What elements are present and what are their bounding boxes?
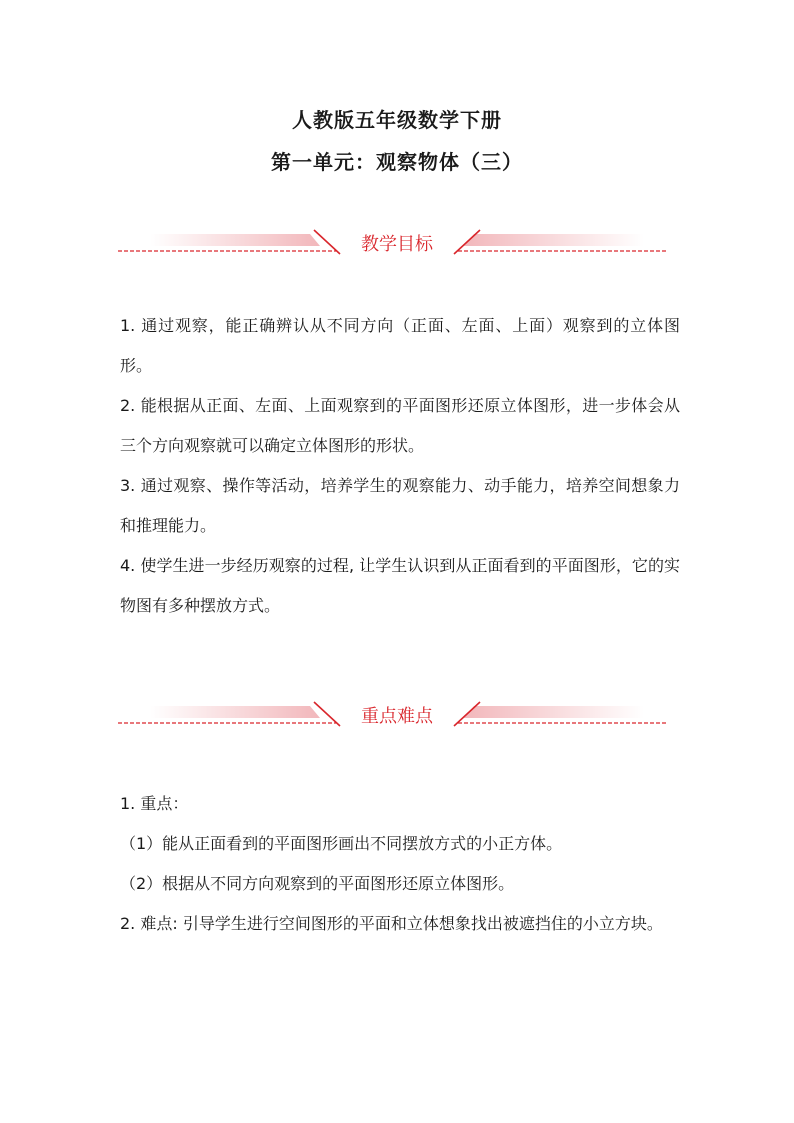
section-banner-key-points: [110, 696, 684, 736]
document-title: 人教版五年级数学下册: [292, 108, 502, 132]
list-item: （2）根据从不同方向观察到的平面图形还原立体图形。: [120, 874, 515, 893]
list-item: 1. 通过观察，能正确辨认从不同方向（正面、左面、上面）观察到的立体图形。: [120, 316, 680, 375]
section-heading: 重点难点: [361, 706, 433, 727]
section-banner-goals: [110, 224, 684, 264]
list-item: （1）能从正面看到的平面图形画出不同摆放方式的小正方体。: [120, 834, 563, 853]
key-difficult-points: [120, 784, 680, 944]
list-item: 3. 通过观察、操作等活动，培养学生的观察能力、动手能力，培养空间想象力和推理能力。: [120, 476, 680, 535]
list-item: 2. 能根据从正面、左面、上面观察到的平面图形还原立体图形，进一步体会从三个方向观察就可以确定立体图形的形状。: [120, 396, 680, 455]
section-heading: 教学目标: [361, 234, 433, 255]
document-subtitle: 第一单元：观察物体（三）: [271, 150, 523, 174]
list-item: 2. 难点: 引导学生进行空间图形的平面和立体想象找出被遮挡住的小立方块。: [120, 914, 663, 933]
list-item: 4. 使学生进一步经历观察的过程, 让学生认识到从正面看到的平面图形，它的实物图有多种摆放方式。: [120, 556, 680, 615]
teaching-goals: [120, 306, 680, 626]
list-item: 1. 重点：: [120, 794, 189, 813]
